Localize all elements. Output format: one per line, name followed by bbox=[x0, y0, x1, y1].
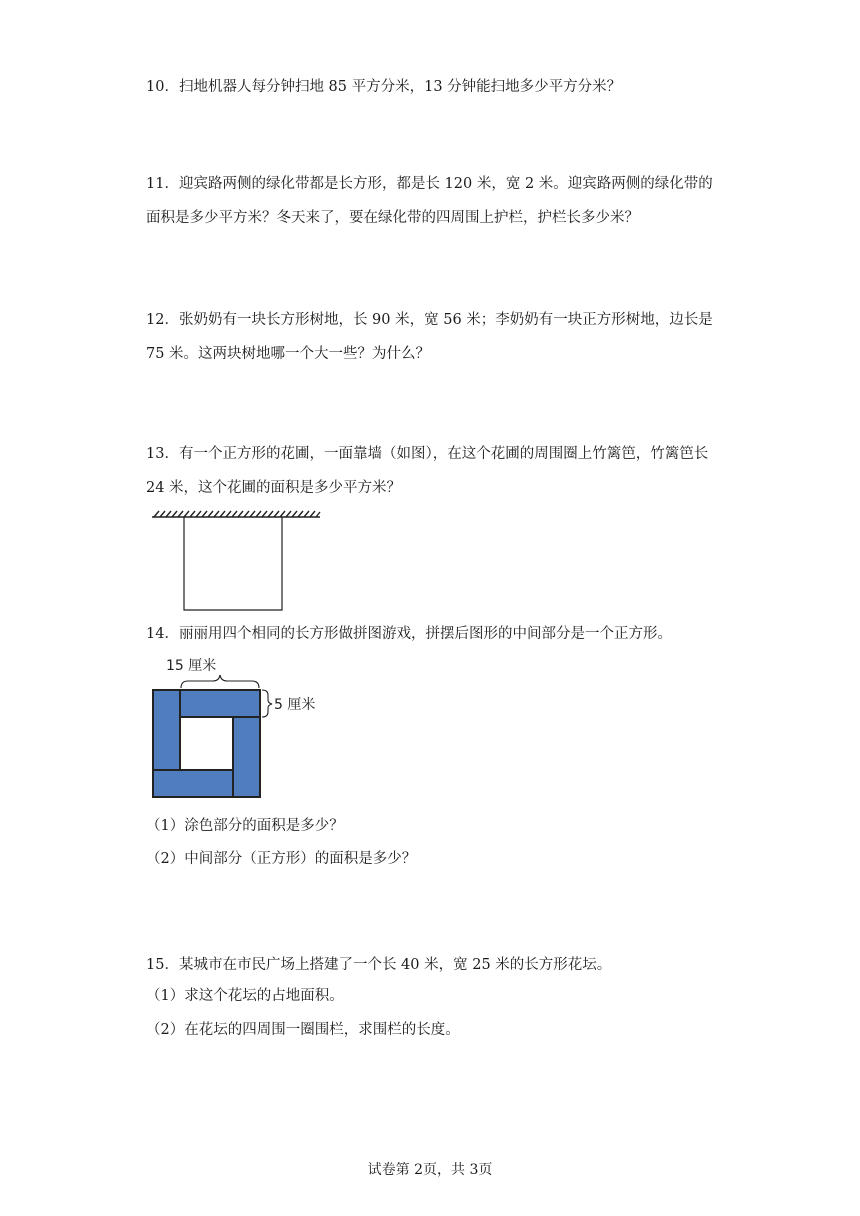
question-14-part-1: （1）涂色部分的面积是多少？ bbox=[146, 818, 344, 834]
width-brace bbox=[262, 690, 272, 717]
width-label: 5 厘米 bbox=[274, 697, 316, 713]
rectangle-left bbox=[153, 690, 180, 770]
question-10: 10．扫地机器人每分钟扫地 85 平方分米，13 分钟能扫地多少平方分米？ bbox=[146, 79, 622, 95]
rectangle-puzzle-figure bbox=[148, 650, 328, 802]
question-11: 11．迎宾路两侧的绿化带都是长方形，都是长 120 米，宽 2 米。迎宾路两侧的绿化带的面积是多少平方米？冬天来了，要在绿化带的四周围上护栏，护栏长多少米？ bbox=[146, 176, 713, 226]
garden-wall-figure bbox=[148, 508, 324, 614]
question-15: 15．某城市在市民广场上搭建了一个长 40 米，宽 25 米的长方形花坛。 bbox=[146, 957, 612, 973]
question-14-part-2: （2）中间部分（正方形）的面积是多少？ bbox=[146, 851, 417, 867]
page-footer: 试卷第 2页，共 3页 bbox=[367, 1162, 493, 1178]
wall-hatching bbox=[152, 511, 320, 517]
question-12: 12．张奶奶有一块长方形树地，长 90 米，宽 56 米；李奶奶有一块正方形树地，边长是 75 米。这两块树地哪一个大一些？为什么？ bbox=[146, 312, 713, 362]
length-label: 15 厘米 bbox=[166, 658, 217, 674]
rectangle-bottom bbox=[153, 770, 233, 797]
question-15-part-2: （2）在花坛的四周围一圈围栏，求围栏的长度。 bbox=[146, 1022, 460, 1038]
center-square bbox=[180, 717, 233, 770]
rectangle-top bbox=[180, 690, 260, 717]
length-brace bbox=[181, 675, 259, 688]
rectangle-right bbox=[233, 717, 260, 797]
garden-square bbox=[184, 517, 282, 610]
question-15-part-1: （1）求这个花坛的占地面积。 bbox=[146, 988, 344, 1004]
question-13: 13．有一个正方形的花圃，一面靠墙（如图），在这个花圃的周围圈上竹篱笆，竹篱笆长 24 米，这个花圃的面积是多少平方米？ bbox=[146, 446, 709, 496]
question-14: 14．丽丽用四个相同的长方形做拼图游戏，拼摆后图形的中间部分是一个正方形。 bbox=[146, 626, 672, 642]
